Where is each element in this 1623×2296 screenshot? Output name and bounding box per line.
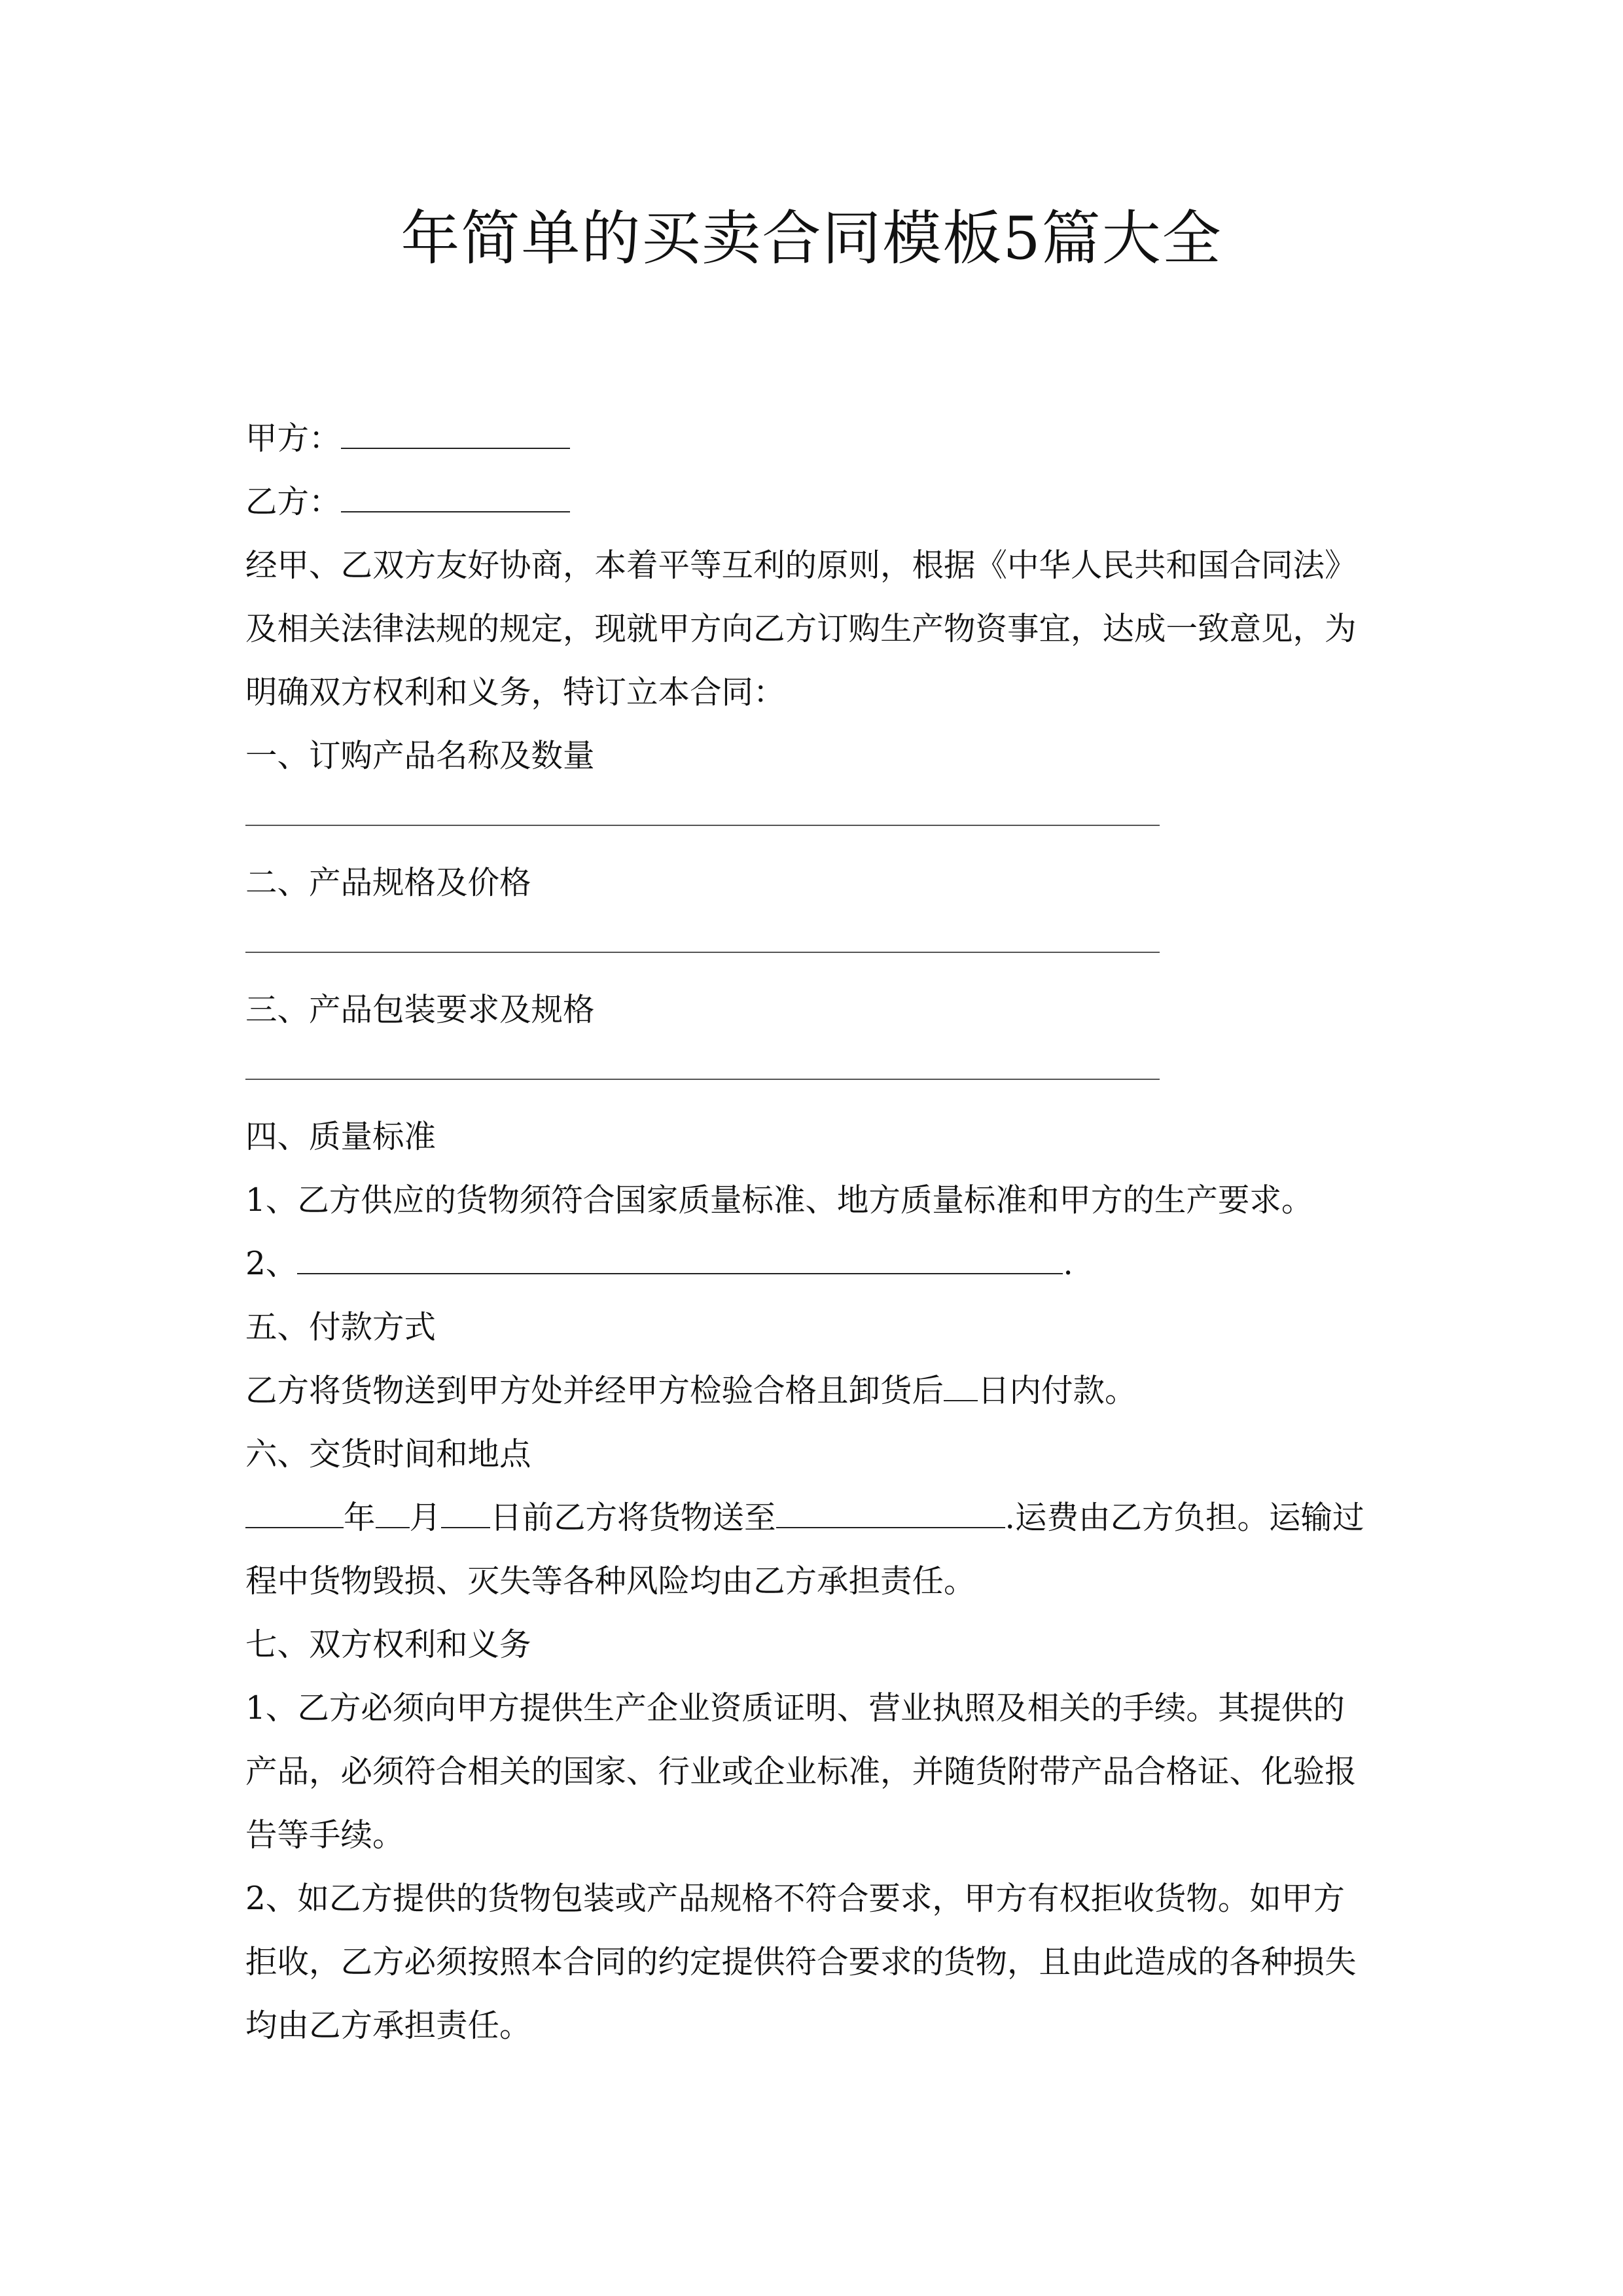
month-blank[interactable] bbox=[376, 1486, 410, 1528]
party-a-line bbox=[245, 407, 1404, 471]
intro-line: 明确双方权利和义务，特订立本合同： bbox=[245, 674, 785, 711]
fill-in-rule[interactable] bbox=[245, 788, 1404, 852]
month-label: 月 bbox=[409, 1499, 442, 1536]
section-heading-1: 一、订购产品名称及数量 bbox=[245, 738, 595, 774]
party-b-blank[interactable] bbox=[341, 471, 570, 512]
year-label: 年 bbox=[344, 1499, 376, 1536]
clause-7-1: 1、乙方必须向甲方提供生产企业资质证明、营业执照及相关的手续。其提供的 bbox=[245, 1690, 1345, 1727]
year-blank[interactable] bbox=[245, 1486, 344, 1528]
clause-7-2: 2、如乙方提供的货物包装或产品规格不符合要求，甲方有权拒收货物。如甲方 bbox=[245, 1880, 1345, 1917]
section-heading-3: 三、产品包装要求及规格 bbox=[245, 992, 595, 1028]
day-label: 日前乙方将货物送至 bbox=[490, 1499, 776, 1536]
payment-clause bbox=[245, 1359, 1404, 1423]
delivery-place-blank[interactable] bbox=[776, 1486, 1005, 1528]
clause-7-2: 拒收，乙方必须按照本合同的约定提供符合要求的货物，且由此造成的各种损失 bbox=[245, 1944, 1357, 1981]
section-heading-4: 四、质量标准 bbox=[245, 1119, 437, 1155]
delivery-text: .运费由乙方负担。运输过 bbox=[1005, 1499, 1364, 1536]
fill-in-rule[interactable] bbox=[245, 1042, 1404, 1105]
section-heading-6: 六、交货时间和地点 bbox=[245, 1436, 531, 1473]
clause-7-2: 均由乙方承担责任。 bbox=[245, 2007, 531, 2044]
party-a-blank[interactable] bbox=[341, 407, 570, 449]
fill-in-rule[interactable] bbox=[245, 915, 1404, 978]
party-a-label: 甲方： bbox=[245, 420, 341, 457]
clause-4-1: 1、乙方供应的货物须符合国家质量标准、地方质量标准和甲方的生产要求。 bbox=[245, 1182, 1313, 1219]
section-heading-7: 七、双方权利和义务 bbox=[245, 1626, 531, 1663]
clause-4-2 bbox=[245, 1232, 1404, 1296]
payment-text-end: 日内付款。 bbox=[978, 1372, 1137, 1409]
clause-7-1: 告等手续。 bbox=[245, 1817, 404, 1854]
payment-text: 乙方将货物送到甲方处并经甲方检验合格且卸货后 bbox=[245, 1372, 944, 1409]
document-title: 年简单的买卖合同模板5篇大全 bbox=[401, 204, 1222, 273]
party-b-line bbox=[245, 471, 1404, 534]
clause-4-2-blank[interactable] bbox=[297, 1232, 1063, 1274]
days-blank[interactable] bbox=[944, 1359, 978, 1401]
clause-7-1: 产品，必须符合相关的国家、行业或企业标准，并随货附带产品合格证、化验报 bbox=[245, 1753, 1357, 1790]
delivery-clause bbox=[245, 1486, 1404, 1550]
day-blank[interactable] bbox=[441, 1486, 490, 1528]
clause-end-dot: . bbox=[1063, 1246, 1073, 1282]
party-b-label: 乙方： bbox=[245, 484, 341, 520]
intro-line: 经甲、乙双方友好协商，本着平等互利的原则，根据《中华人民共和国合同法》 bbox=[245, 547, 1357, 584]
contract-body bbox=[245, 407, 1404, 2058]
delivery-clause-2: 程中货物毁损、灭失等各种风险均由乙方承担责任。 bbox=[245, 1563, 976, 1600]
section-heading-2: 二、产品规格及价格 bbox=[245, 865, 531, 901]
intro-line: 及相关法律法规的规定，现就甲方向乙方订购生产物资事宜，达成一致意见，为 bbox=[245, 611, 1357, 647]
clause-number: 2、 bbox=[245, 1246, 298, 1282]
section-heading-5: 五、付款方式 bbox=[245, 1309, 437, 1346]
